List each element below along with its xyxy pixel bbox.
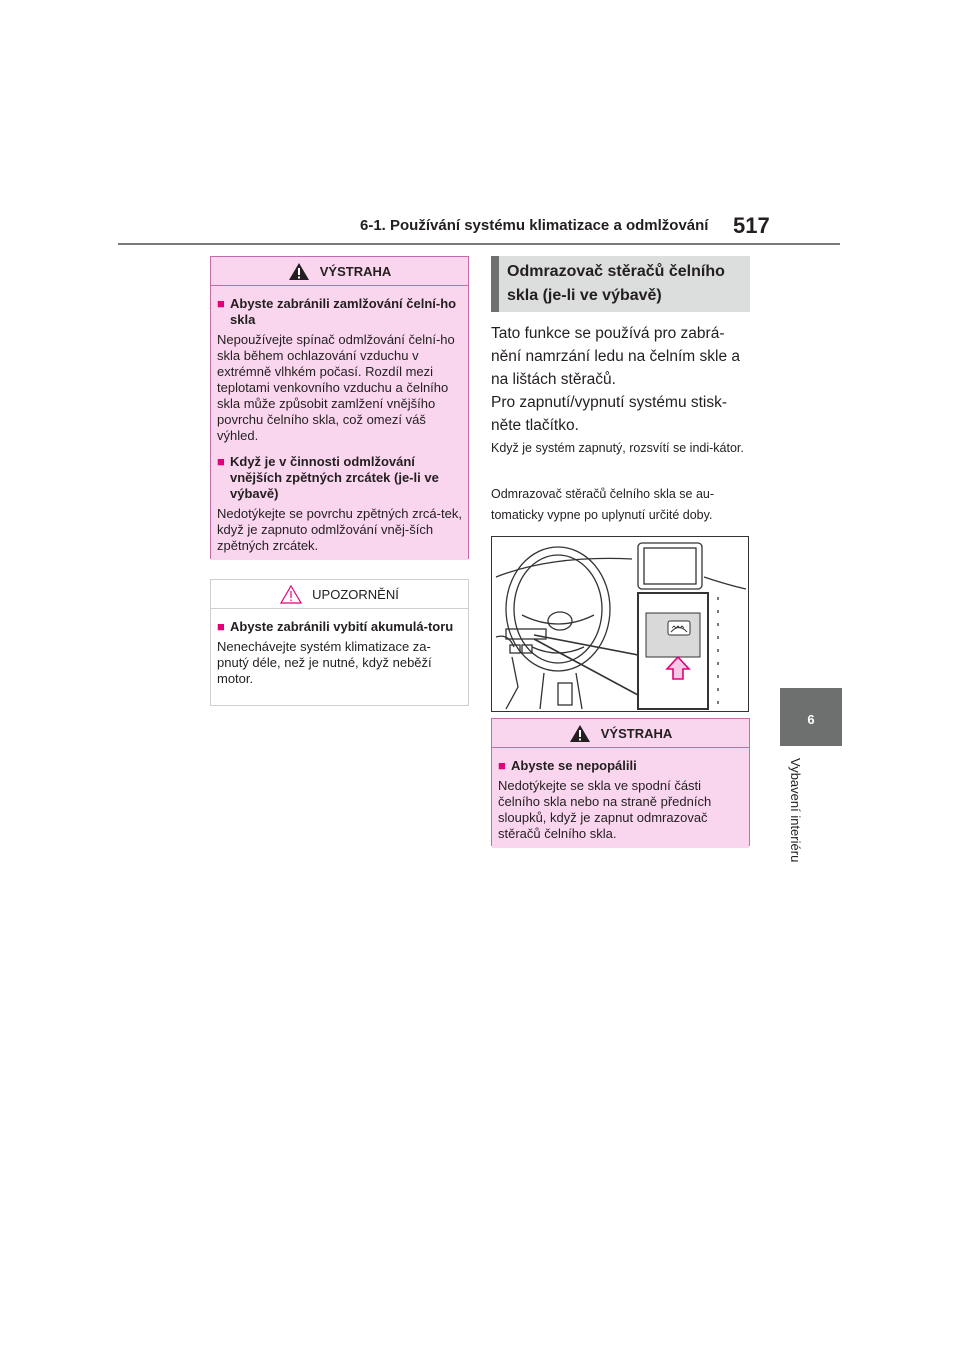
warning-box-left [210, 256, 469, 559]
caution-item-title: ■ Abyste zabránili vybití akumulá-toru [217, 619, 454, 634]
warning-item-text: Nepoužívejte spínač odmlžování čelní-ho skla během ochlazování vzduchu v extrémně vlhkém počasí. Rozdíl mezi teplotami venkovního vzduchu a čelního skla může způsobit zamlžení vnějšího povrchu čelního skla, což omezí váš výhled. [217, 332, 455, 443]
running-header: 6-1. Používání systému klimatizace a odmlžování [360, 217, 709, 234]
paragraph-function: Tato funkce se používá pro zabrá-nění namrzání ledu na čelním skle a na lištách stěračů. [491, 325, 740, 388]
warning-body [492, 748, 749, 848]
square-bullet-icon: ■ [217, 619, 225, 634]
header-rule [118, 243, 840, 245]
paragraph-indicator: Když je systém zapnutý, rozsvítí se indi-kátor. [491, 441, 744, 455]
square-bullet-icon: ■ [217, 296, 225, 311]
caution-box [210, 579, 469, 706]
caution-item-text: Nenechávejte systém klimatizace za-pnutý déle, než je nutné, když neběží motor. [217, 639, 432, 686]
section-heading: Odmrazovač stěračů čelního skla (je-li ve výbavě) [491, 256, 750, 312]
warning-box-right [491, 718, 750, 846]
warning-item-title: ■ Když je v činnosti odmlžování vnějších zpětných zrcátek (je-li ve výbavě) [217, 454, 439, 501]
caution-body [211, 609, 468, 693]
dashboard-drawing [492, 537, 748, 711]
warning-body [211, 286, 468, 560]
warning-item-text: Nedotýkejte se skla ve spodní části čelního skla nebo na straně předních sloupků, když je zapnut odmrazovač stěračů čelního skla. [498, 778, 712, 841]
caution-triangle-icon [280, 585, 302, 604]
warning-triangle-icon [288, 262, 310, 281]
warning-item-title: ■ Abyste zabránili zamlžování čelní-ho skla [217, 296, 457, 327]
caution-label: UPOZORNĚNÍ [312, 586, 399, 602]
warning-triangle-icon [569, 724, 591, 743]
warning-header [211, 257, 468, 286]
dashboard-illustration [491, 536, 749, 712]
paragraph-press-button: Pro zapnutí/vypnutí systému stisk-něte tlačítko. [491, 394, 728, 434]
chapter-label: Vybavení interiéru [788, 758, 803, 863]
square-bullet-icon: ■ [498, 758, 506, 773]
chapter-tab: 6 [780, 688, 842, 746]
warning-item-text: Nedotýkejte se povrchu zpětných zrcá-tek, když je zapnuto odmlžování vněj-ších zpětných zrcátek. [217, 506, 462, 553]
warning-label: VÝSTRAHA [600, 725, 673, 741]
caution-header [211, 580, 468, 609]
warning-header [492, 719, 749, 748]
warning-item-title: ■ Abyste se nepopálili [498, 758, 637, 773]
page-number: 517 [733, 213, 770, 238]
warning-label: VÝSTRAHA [319, 263, 392, 279]
paragraph-auto-off: Odmrazovač stěračů čelního skla se au-tomaticky vypne po uplynutí určité doby. [491, 487, 715, 522]
square-bullet-icon: ■ [217, 454, 225, 469]
